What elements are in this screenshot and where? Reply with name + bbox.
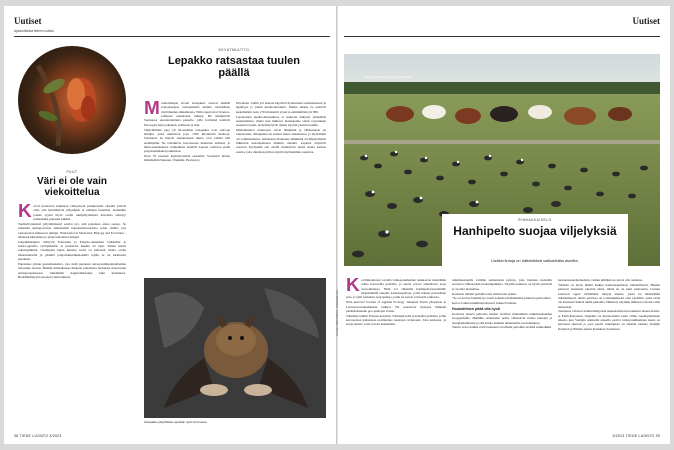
story3-kicker: RINNAKKAISELO [518, 218, 552, 222]
section-title: Uutiset [14, 16, 42, 26]
story3-headline-box [442, 214, 628, 270]
bat-photo [144, 278, 326, 418]
story3-paragraph: Suomessa valtaosa hanhivahingoista maksetaisiin korvauksista menee Keski- ja Etelä-Karjalaan. Ongelma on muodostunut parin viime vuosikymmenen aikana, kun Venäjän arktisella alueella pesivä valkoposkihanhien kanta on kasvanut suuresti ja jopa puolet muuttajista on alkanut tankata Venäjän Karjalan ja Baltian sijasta Kaakkois-Suomessa. [558, 309, 660, 331]
story3-paragraph: Karkotus alueen pelloista hanhet oleilivat mielummin tutkimusalueiden suojapelloilla. Hanhille rauhoitetut pellot vähensivät turhaa lentelyä ja energiankulutusta ja sitä kautta hanhien aiheuttamia satovahinkoja. [452, 311, 552, 325]
story1-paragraph: avvit koristavat kukkiaan viitteydestä poikkeavilla väreillä ystäviä olisi, että herättäisivät pölyttäjien ja eläinten huomion. Kuitenkin joskus syystä myös osalla tuulipölytteisistä kasveista esiintyy esimerkiksi punaisia kukkia. [33, 204, 126, 222]
left-page [4, 6, 336, 444]
walnut-flower-illustration [18, 46, 126, 154]
story1-paragraph: Jalopähkinäpuut viihtyvät Euraasian ja Pohjois-Amerikan lauhkeilla ja subtrooppisilla vyöhykkeillä, ja puusuvun kukkia 22 lajia. Tutuin heistä saksanpähkinä. Useimpien lajien kukissa luotti on keltaistä, mutta osalla itäaasialaisella ja yhdellä pohjoisamerikkalaisella lajilla se on kirkkaasti punainen. [18, 239, 126, 262]
story2-paragraph: Itävaltaan. Joihin yöt naaraat käyttivät hyönteisten saalistamiseen ja lepäilyyn ja jotkin muuttolentoihin. Niiden aikana ne etenivät keskimäärin noin 170 kilometriä yössä ja enimmillään yli 380. [236, 101, 326, 114]
story2-paragraph: Lepakoiden matka-aikataulussa ei muutoin näkynyt yhtenäistä suunnitelmaa, mutta kun liikkuva matalapaine sattui tarjoamaan suotuisat tuulet, ne heittäytyivät niiden kyytiin yksissä tuumin. [236, 114, 326, 128]
story3-deck: Lisäksi lintuja on hätisteltävä valikoiduilta alueilta. [491, 258, 579, 263]
story1-dropcap: K [18, 204, 32, 222]
story3-dropcap: K [346, 278, 360, 296]
story3-paragraph: Näin kertovat Journal of Applied Ecology -lehdessä Turun yliopiston ja Luonnonvarakeskuksen tutkijat. He seurasivat linnojen liikkeitä yksilökohtaisiin geo-pantojen avulla. [346, 300, 446, 313]
header-rule [14, 36, 330, 37]
story2-column-2 [236, 101, 326, 271]
story2-paragraph: uuttolintujen tavoin isolepakot osaavat säästää lentoenergiaa ratsastamalla tuulten reissuillaan myötätuulen sääsuhteista. Näin raportoivat Science-lehdessä saksalaiset tutkijat. He kiinnittivät Suomessa seurantalaitteita pienelle, jolla leväisinä lentävät Euroopan lajin poikanen, kolliseen ja isän. [144, 101, 230, 127]
story3-headline: Hanhipelto suojaa viljelyksiä [453, 224, 617, 238]
photo-inset-caption: Nauta muodostaa maisemointia lajeille. [364, 75, 413, 79]
story3-paragraph: "Se on koivaa hommaa ja vaatii aamusta iltahämärään jatkuvaa partiointia", kertoo Luken tutkimusprofessori Jukka Forsman. [452, 296, 552, 305]
story1-paragraph: Punaisuus johtuu geeniaineksista, jota sisää punaisen antosyaniinipohjamaalien tarkastelu tuottaa. Heidän mittauksensa mukaan punaisissa luotteissa muodostuu auringonpaisteessa vähemmän happiradikaaleja kuin keltaisissa. Hedelmällisyyttä suojaava tukivaikutus. [18, 261, 126, 279]
bat-photo-caption: Isolepakko pitopihdissa: apuittain myös Suomessa. [144, 420, 208, 424]
tree-photo [18, 46, 126, 154]
story3-paragraph: luonnonsuojelualueisiin, vaikka niilläkin ne saivat olla rauhassa. [558, 278, 643, 282]
left-folio: 38 TIEDE LUONTO 3/2023 [14, 434, 62, 438]
story1-headline: Väri ei ole vain viekoittelua [36, 176, 108, 198]
story3-subhead: Houkuttimen pitää olla hyvä [452, 307, 500, 312]
story1-body [18, 204, 126, 436]
story3-column-3 [558, 278, 660, 432]
right-page [338, 6, 670, 444]
story3-column-1 [346, 278, 446, 432]
story3-paragraph: Samaa vetoa hanhet eivät tunteneet tavallisiin peltoihin eivätkä esimerkiksi [452, 325, 552, 330]
story3-paragraph: Tutkimus tehtiin Pohjois-Karjalan Tohmajärvellä ja Kiteellä pelloilla, joilla kasvatetaan pääasiassa nurmirehua nautojen ravinnoksi. Jotta karkotus- ja suoja-alueita voisi verrata keskenään, [346, 313, 446, 327]
photo-credit: Kuvaaja: Heikki Mäkinen / Vastavalokuvaus [336, 289, 339, 336]
story3-paragraph: tutkimusalueilla valittiin samantaisia peltoja, joita hanhien tiedettiin suosivan vältteessään ruokailupaikkaa. Tarjoilla kaikissa on hyviä syötävää ja avointa maisemaa. [452, 278, 552, 291]
bat-illustration [144, 278, 326, 418]
story2-dropcap: M [144, 101, 160, 119]
section-title: Uutiset [632, 16, 660, 26]
story2-paragraph: Mielenkiinnot muuttoyöt olivat lämpimiä ja vähäsateisia tai sateettomia, ilmanpaine oli korkea mutta laskemassa, ja myötätuuli oli voimistumassa. Sellaisissa tilanteissa lämmintä oli lähestymässä liikkuvan matalapaineen lämmin rintama. Lepakot näyttivät osaavan hyödyntää sen edellä lisääntyviä tuulia mutta karttaa sateita, joita rintaman pilvien myötä myöhemmin saapuvat. [236, 128, 326, 154]
story2-column-1 [144, 101, 230, 271]
story2-paragraph: Siipivälillään jopa yli 40-senttiset isolepakot ovat vahvoja lentäjiä, jotka muuttavat jopa 1500 kilometrin matkoja. Suomessa ne käyvät satunnaisesti mutta ovat yleisiä tätä etelämpänä. Ne talvehtivat horroksessa manteren etelässä, ja huhti-toukokuussa vanhemmat lentävät naaraat vaeltavat sieltä pohjoisemmaksi poikimaan. [144, 127, 230, 154]
story2-paragraph: Noin 70 naaraan käyttäytymistä seurattiin Sveitsistä niiden mäntäpähin Saksaan, Tšekkiin, Puolaan ja [144, 154, 230, 163]
story3-paragraph: evätmuuttonsa varrella valkoposkihanhet tankkaavat mielellään rehua kasvavilla pelloilla, ja suuret parvet aiheuttavat isoja satovahinkoja. Niitä voi vähentää hanhipeltosysteemillä: järjestämällä alueelle karkotuspeltoja, joilla hanhet pelotellaan pois, ja yhtä ruokaisia suojapeltoja, joilla ne saavat ravinoida rauhassa. [346, 278, 446, 300]
story3-paragraph: Tärkeää on myös hätätä hanhet karkotuspelloista säännöllisesti. Hanhet palaavat hanakasti takaisin sinne, mistä ne on juuri karkotettu. Lintuut saattavat oppia välttämään tiettyjä alueita, joista ne hätistellään säännöllisesti, mutta parvissa on todennäköisesti aina yksilöitä, jotka eivät ole kokeneet häätöä näiltä paikoilta. Hätistely näyttäisi ihmisen toivoista aina uudestaan. [558, 282, 660, 309]
story2-headline: Lepakko ratsastaa tuulen päällä [167, 55, 301, 79]
story1-kicker: PUUT [66, 170, 78, 174]
story3-paragraph: Karkotus laikilla pelloilla olisi mahdotoin uraksi. [452, 291, 517, 296]
right-folio: 3/2023 TIEDE LUONTO 39 [612, 434, 660, 438]
story1-paragraph: Tuulipölytteisistä pölyttämisestä selvisi nyt, että punainen antaa suojaa. Se vähentää auringonvalon aiheuttamia hapettumisvaurioita solun sisällä, jota vastaanottaa halkeavat tutkijat. Näin kertovat Molecular Biology and Evolution -lehdessä kiinalaiset ja yhdysvaltalaiset tutkijat. [18, 221, 126, 239]
story3-column-2 [452, 278, 552, 432]
header-rule [344, 36, 660, 37]
story2-kicker: KEVÄTMUUTTO [218, 48, 250, 52]
section-subtitle: Ajankohtaista tieteen uutisia [14, 29, 54, 33]
